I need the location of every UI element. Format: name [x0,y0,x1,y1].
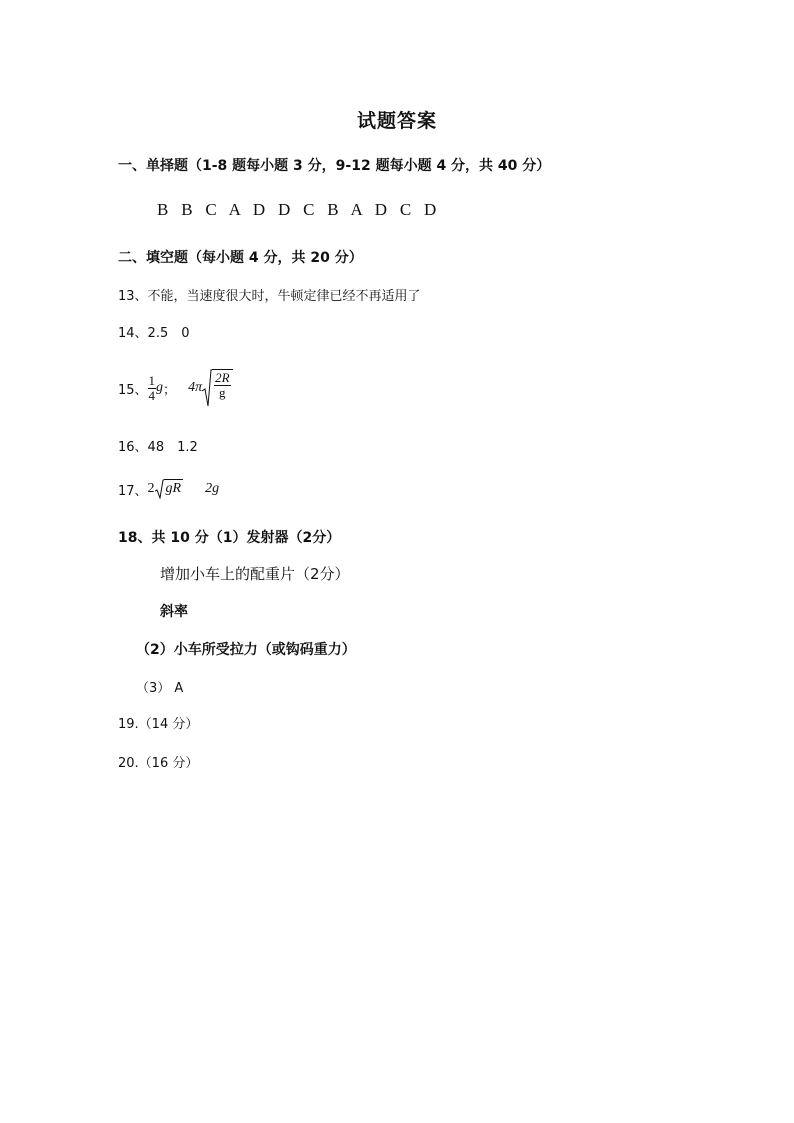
question-17 [118,478,219,500]
question-13-answer: 不能，当速度很大时，牛顿定律已经不再适用了 [147,289,421,304]
question-18-line1: 增加小车上的配重片（2分） [160,565,350,583]
question-15-label: 15、 [118,382,148,398]
question-19: 19.（14 分） [118,717,199,732]
question-13-label: 13、 [118,289,148,304]
question-16-label: 16、 [118,440,148,455]
radical-sign-icon [155,479,164,499]
question-17-second-answer: 2g [205,481,220,496]
question-15-inner-denominator: g [219,385,226,400]
question-18-line2: 斜率 [160,604,188,620]
question-17-coefficient: 2 [147,481,155,496]
question-17-label: 17、 [118,483,148,499]
question-15 [118,368,233,408]
question-20: 20.（16 分） [118,756,199,771]
question-14-answer: 2.5 0 [147,326,190,341]
page-title: 试题答案 [356,110,437,132]
question-15-g: g [156,380,164,395]
question-15-radical [202,369,232,407]
question-15-inner-numerator: 2R [215,370,230,385]
question-14-label: 14、 [118,326,148,341]
question-14 [118,322,190,341]
question-15-fraction-numerator: 1 [148,372,156,388]
question-15-inner-fraction [214,371,230,400]
question-15-fraction-denominator: 4 [148,387,156,403]
question-18-heading: 18、共 10 分（1）发射器（2分） [118,530,341,546]
section1-heading: 一、单择题（1-8 题每小题 3 分，9-12 题每小题 4 分，共 40 分） [118,158,551,174]
question-15-separator: ； [163,382,177,398]
question-18-part2: （2）小车所受拉力（或钩码重力） [136,642,356,658]
multiple-choice-answers: B B C A D D C B A D C D [157,200,441,219]
section2-heading: 二、填空题（每小题 4 分，共 20 分） [118,250,363,266]
question-15-radicand [212,369,232,407]
radical-sign-icon [202,369,212,407]
question-18-part3: （3） A [136,681,184,696]
question-17-radicand: gR [164,479,184,499]
question-16-answer: 48 1.2 [147,440,198,455]
question-15-fraction [148,374,157,403]
question-17-radical [155,479,184,499]
question-15-coefficient: 4π [188,380,203,395]
question-13 [118,285,421,304]
question-16 [118,436,198,455]
